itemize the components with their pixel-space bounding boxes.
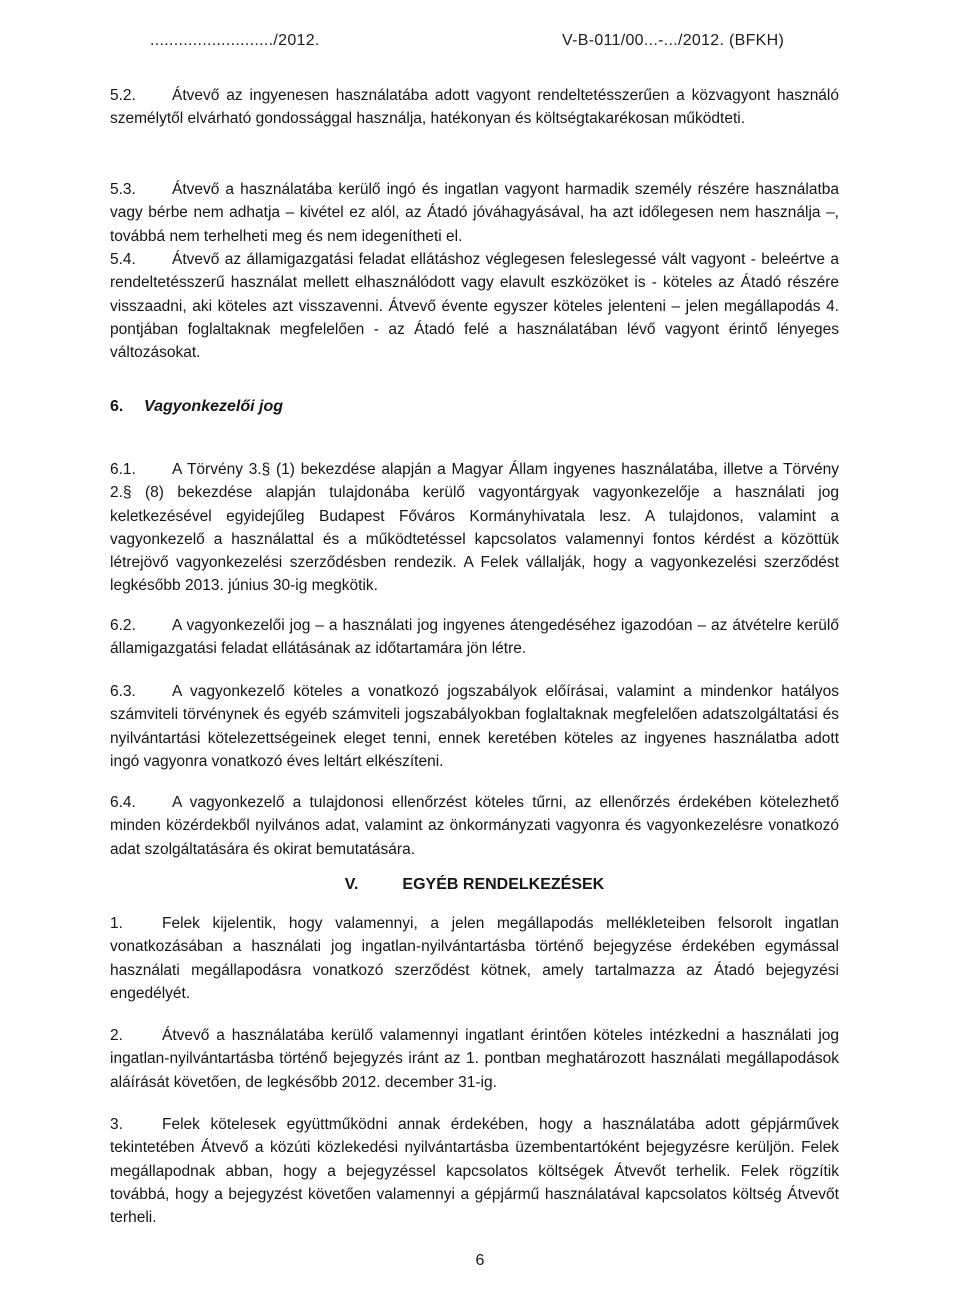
paragraph-number: 6.3. <box>110 683 136 700</box>
paragraph-text: Felek kijelentik, hogy valamennyi, a jelen megállapodás mellékleteiben felsorolt ingatlan vonatkozásában a használati jog ingatlan-nyilvántartásba történő bejegyzése érdekében egymással használati megállapodásra vonatkozó szerződést kötnek, amely tartalmazza az Átadó bejegyzési engedélyét. <box>110 915 839 1002</box>
paragraph-text: Felek kötelesek együttműködni annak érdekében, hogy a használatába adott gépjárművek tekintetében Átvevő a közúti közlekedési nyilvántartásba üzembentartóként bejegyzésre kerüljön. Felek megállapodnak abban, hogy a bejegyzéssel kapcsolatos költségek Átvevőt terhelik. Felek rögzítik továbbá, hogy a bejegyzést követően valamennyi a gépjármű használatával kapcsolatos költség Átvevőt terheli. <box>110 1116 839 1227</box>
header-date: ........................../2012. <box>150 32 320 49</box>
paragraph-text: A Törvény 3.§ (1) bekezdése alapján a Magyar Állam ingyenes használatába, illetve a Törvény 2.§ (8) bekezdése alapján tulajdonába kerülő vagyontárgyak vagyonkezelője a használati jog keletkezésével egyidejűleg Budapest Főváros Kormányhivatala lesz. A tulajdonos, valamint a vagyonkezelő a használattal és a működtetéssel kapcsolatos valamennyi fontos kérdést a közöttük létrejövő vagyonkezelési szerződésben rendezik. A Felek vállalják, hogy a vagyonkezelési szerződést legkésőbb 2013. június 30-ig megkötik. <box>110 461 839 595</box>
paragraph-number: 5.2. <box>110 87 136 104</box>
chapter-number: V. <box>344 876 359 893</box>
paragraph-text: Átvevő az ingyenesen használatába adott vagyont rendeltetésszerűen a közvagyont használó személytől elvárható gondossággal használja, hatékonyan és költségtakarékosan működteti. <box>110 87 839 128</box>
paragraph-3 <box>110 1113 839 1229</box>
paragraph-6-1 <box>110 458 839 598</box>
section-heading-6 <box>110 398 283 416</box>
paragraph-2 <box>110 1024 839 1094</box>
paragraph-6-2 <box>110 614 839 661</box>
paragraph-text: Átvevő a használatába kerülő valamennyi ingatlant érintően köteles intézkedni a használati jog ingatlan-nyilvántartásba történő bejegyzés iránt az 1. pontban meghatározott használati megállapodások aláírását követően, de legkésőbb 2012. december 31-ig. <box>110 1027 839 1091</box>
paragraph-number: 2. <box>110 1027 123 1044</box>
paragraph-5-2 <box>110 84 839 131</box>
section-number: 6. <box>110 398 124 415</box>
paragraph-6-3 <box>110 680 839 773</box>
section-title: Vagyonkezelői jog <box>144 398 283 415</box>
paragraph-number: 3. <box>110 1116 123 1133</box>
paragraph-number: 1. <box>110 915 123 932</box>
page-number: 6 <box>475 1252 485 1269</box>
paragraph-text: A vagyonkezelő köteles a vonatkozó jogszabályok előírásai, valamint a mindenkor hatályos számviteli törvénynek és egyéb számviteli jogszabályokban foglaltaknak megfelelően adatszolgáltatási és nyilvántartási kötelezettségeinek eleget tenni, ennek keretében köteles az ingyenes használatba adott ingó vagyonra vonatkozó éves leltárt elkészíteni. <box>110 683 839 770</box>
chapter-title: EGYÉB RENDELKEZÉSEK <box>402 876 605 893</box>
paragraph-text: A vagyonkezelő a tulajdonosi ellenőrzést köteles tűrni, az ellenőrzés érdekében kötelezhető minden közérdekből nyilvános adat, valamint az önkormányzati vagyonra és vagyonkezelésre vonatkozó adat szolgáltatására és okirat bemutatására. <box>110 794 839 858</box>
paragraph-1 <box>110 912 839 1005</box>
paragraph-5-4 <box>110 248 839 364</box>
paragraph-5-3 <box>110 178 839 248</box>
paragraph-number: 5.3. <box>110 181 136 198</box>
paragraph-number: 5.4. <box>110 251 136 268</box>
header-reference: V-B-011/00...-.../2012. (BFKH) <box>562 32 785 49</box>
paragraph-text: A vagyonkezelői jog – a használati jog ingyenes átengedéséhez igazodóan – az átvételre kerülő államigazgatási feladat ellátásának az időtartamára jön létre. <box>110 617 839 658</box>
paragraph-text: Átvevő a használatába kerülő ingó és ingatlan vagyont harmadik személy részére használatba vagy bérbe nem adhatja – kivétel ez alól, az Átadó jóváhagyásával, ha azt időlegesen nem használja –, továbbá nem terhelheti meg és nem idegenítheti el. <box>110 181 839 245</box>
chapter-heading-v <box>110 876 839 894</box>
paragraph-number: 6.1. <box>110 461 136 478</box>
paragraph-number: 6.2. <box>110 617 136 634</box>
paragraph-number: 6.4. <box>110 794 136 811</box>
paragraph-6-4 <box>110 791 839 861</box>
paragraph-text: Átvevő az államigazgatási feladat ellátáshoz véglegesen feleslegessé vált vagyont - beleértve a rendeltetésszerű használat mellett elhasználódott vagy elavult eszközöket is - köteles az Átadó részére visszaadni, aki köteles azt visszavenni. Átvevő évente egyszer köteles jelenteni – jelen megállapodás 4. pontjában foglaltaknak megfelelően - az Átadó felé a használatában lévő vagyont érintő lényeges változásokat. <box>110 251 839 362</box>
